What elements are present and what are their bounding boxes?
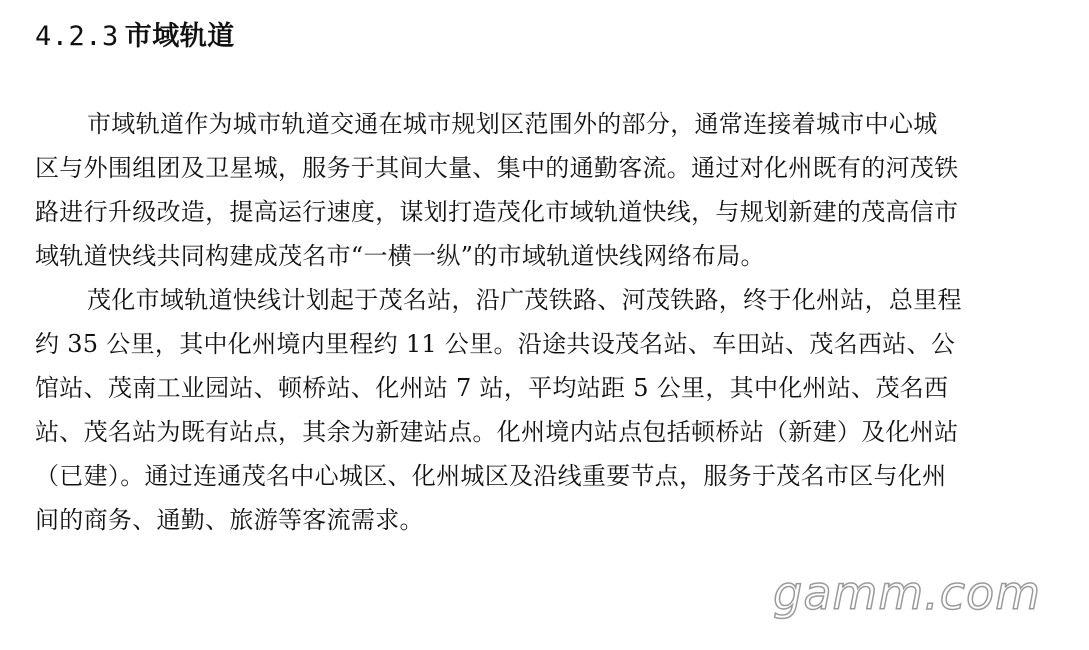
paragraph-line: 约 35 公里，其中化州境内里程约 11 公里。沿途共设茂名站、车田站、茂名西站、公 (35, 330, 956, 358)
paragraph-line: （已建）。通过连通茂名中心城区、化州城区及沿线重要节点，服务于茂名市区与化州 (35, 462, 947, 490)
paragraph-line: 站、茂名站为既有站点，其余为新建站点。化州境内站点包括顿桥站（新建）及化州站 (35, 418, 959, 446)
paragraph-line: 间的商务、通勤、旅游等客流需求。 (35, 506, 424, 534)
paragraph-line: 区与外围组团及卫星城，服务于其间大量、集中的通勤客流。通过对化州既有的河茂铁 (35, 154, 959, 182)
paragraph-line: 市域轨道作为城市轨道交通在城市规划区范围外的部分，通常连接着城市中心城 (87, 110, 938, 138)
paragraph-2 (35, 278, 1065, 542)
watermark: gamm.com (773, 566, 1041, 620)
paragraph-1 (35, 102, 1065, 278)
section-number: 4.2.3 (35, 21, 119, 52)
body-text (35, 102, 1065, 542)
paragraph-line: 茂化市域轨道快线计划起于茂名站，沿广茂铁路、河茂铁路，终于化州站，总里程 (87, 286, 962, 314)
paragraph-line: 域轨道快线共同构建成茂名市“一横一纵”的市域轨道快线网络布局。 (35, 242, 765, 270)
paragraph-line: 路进行升级改造，提高运行速度，谋划打造茂化市域轨道快线，与规划新建的茂高信市 (35, 198, 959, 226)
section-heading (35, 14, 235, 53)
paragraph-line: 馆站、茂南工业园站、顿桥站、化州站 7 站，平均站距 5 公里，其中化州站、茂名西 (35, 374, 949, 402)
section-title: 市域轨道 (124, 21, 235, 52)
